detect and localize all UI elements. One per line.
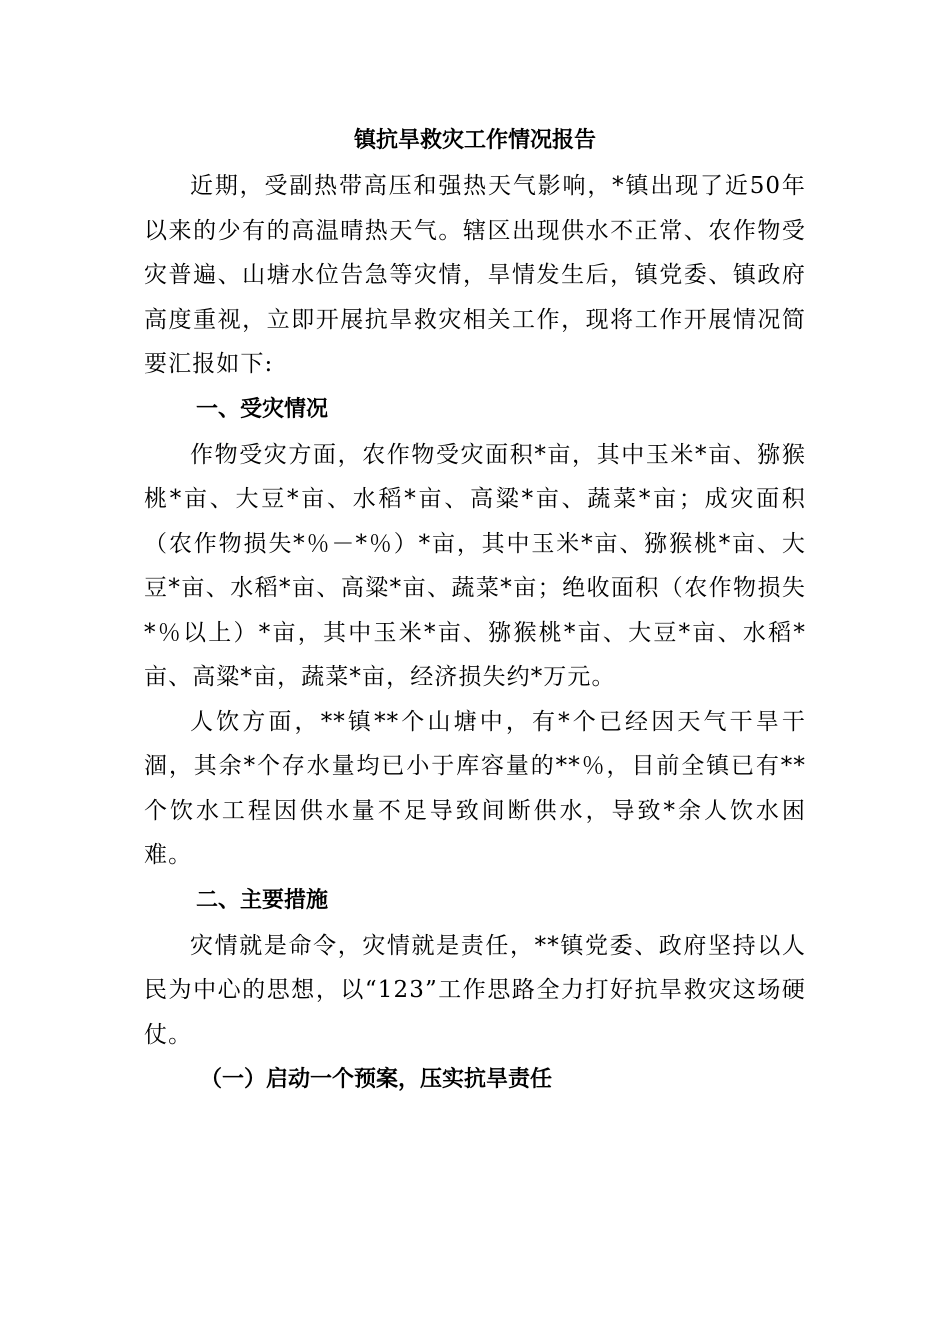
document-page bbox=[144, 118, 806, 1103]
intro-paragraph: 近期，受副热带高压和强热天气影响，*镇出现了近50年以来的少有的高温晴热天气。辖区出现供水不正常、农作物受灾普遍、山塘水位告急等灾情，旱情发生后，镇党委、镇政府高度重视，立即开展抗旱救灾相关工作，现将工作开展情况简要汇报如下: bbox=[144, 173, 806, 377]
drinking-water-paragraph: 人饮方面，**镇**个山塘中，有*个已经因天气干旱干涸，其余*个存水量均已小于库容量的**％，目前全镇已有**个饮水工程因供水量不足导致间断供水，导致*余人饮水困难。 bbox=[144, 708, 806, 868]
section-heading-main-measures: 二、主要措施 bbox=[196, 887, 329, 913]
crop-damage-paragraph: 作物受灾方面，农作物受灾面积*亩，其中玉米*亩、猕猴桃*亩、大豆*亩、水稻*亩、高粱*亩、蔬菜*亩；成灾面积（农作物损失*％－*％）*亩，其中玉米*亩、猕猴桃*亩、大豆*亩、水稻*亩、高粱*亩、蔬菜*亩；绝收面积（农作物损失*％以上）*亩，其中玉米*亩、猕猴桃*亩、大豆*亩、水稻*亩、高粱*亩，蔬菜*亩，经济损失约*万元。 bbox=[144, 441, 806, 690]
document-title: 镇抗旱救灾工作情况报告 bbox=[353, 128, 596, 153]
subsection-heading-plan: （一）启动一个预案，压实抗旱责任 bbox=[200, 1067, 553, 1092]
section-heading-disaster-situation: 一、受灾情况 bbox=[196, 396, 329, 422]
measures-intro-paragraph: 灾情就是命令，灾情就是责任，**镇党委、政府坚持以人民为中心的思想，以“123”工作思路全力打好抗旱救灾这场硬仗。 bbox=[144, 932, 806, 1048]
